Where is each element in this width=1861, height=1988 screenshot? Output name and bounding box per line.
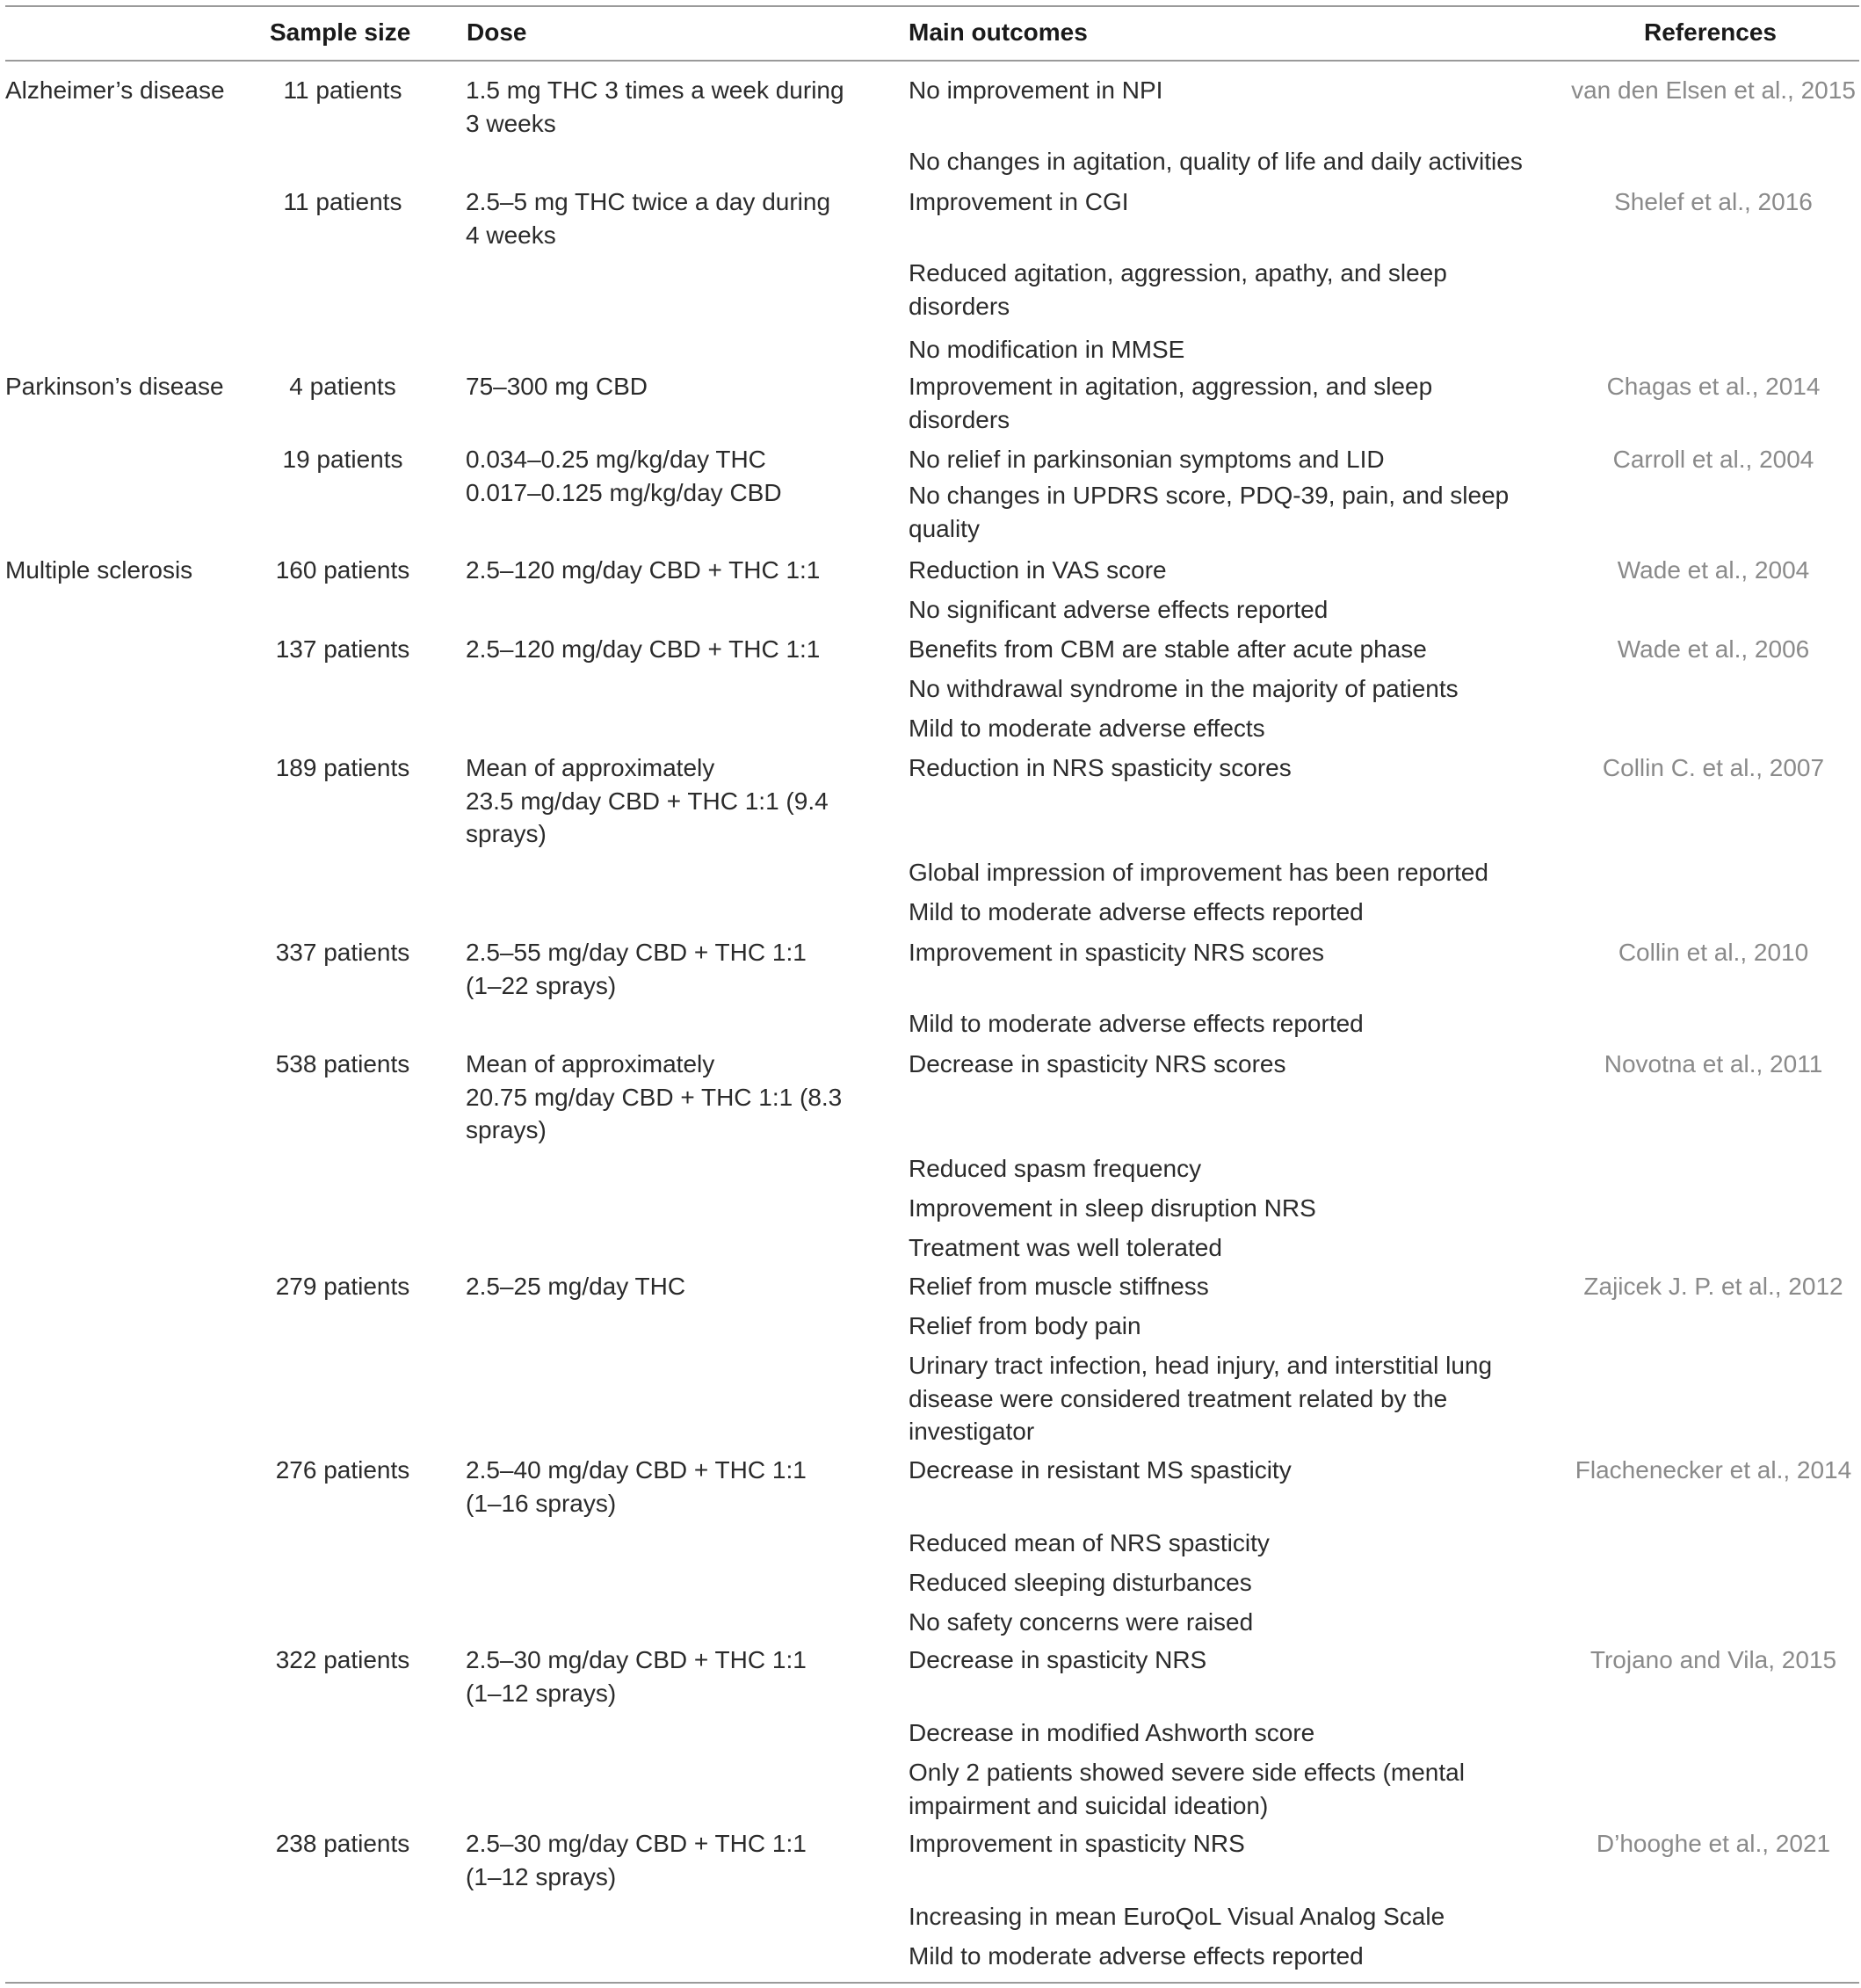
outcome-item xyxy=(909,185,1129,219)
outcome-item-line: No modification in MMSE xyxy=(909,336,1185,363)
outcome-item-line: Reduction in NRS spasticity scores xyxy=(909,754,1292,781)
dose-cell xyxy=(466,370,648,403)
dose-cell-line: 2.5–25 mg/day THC xyxy=(466,1273,686,1300)
dose-cell-line: sprays) xyxy=(466,820,547,847)
outcome-item-line: Mild to moderate adverse effects reported xyxy=(909,898,1364,925)
dose-cell-line: (1–12 sprays) xyxy=(466,1679,617,1707)
outcome-item-line: Reduced mean of NRS spasticity xyxy=(909,1529,1270,1556)
outcome-item xyxy=(909,1152,1201,1186)
outcome-item xyxy=(909,1940,1364,1973)
dose-cell-line: 1.5 mg THC 3 times a week during xyxy=(466,76,844,104)
outcome-item xyxy=(909,1048,1285,1081)
outcome-item xyxy=(909,1192,1316,1225)
dose-cell-line: (1–16 sprays) xyxy=(466,1489,617,1517)
outcome-item-line: Benefits from CBM are stable after acute phase xyxy=(909,635,1427,663)
outcome-item-line: Increasing in mean EuroQoL Visual Analog Scale xyxy=(909,1903,1445,1930)
sample-size-cell: 160 patients xyxy=(275,556,410,584)
dose-cell-line: 23.5 mg/day CBD + THC 1:1 (9.4 xyxy=(466,787,829,815)
sample-size-cell: 19 patients xyxy=(282,446,403,473)
outcome-item xyxy=(909,1527,1270,1560)
outcome-item-line: No relief in parkinsonian symptoms and LID xyxy=(909,446,1385,473)
outcome-item-line: Decrease in spasticity NRS xyxy=(909,1646,1207,1673)
reference-cell: Wade et al., 2004 xyxy=(1617,556,1810,584)
outcome-item xyxy=(909,1349,1492,1448)
outcome-item xyxy=(909,333,1184,366)
dose-cell-line: 4 weeks xyxy=(466,221,556,249)
outcome-item-line: Improvement in sleep disruption NRS xyxy=(909,1194,1316,1222)
outcome-item xyxy=(909,1756,1465,1822)
outcome-item-line: No changes in agitation, quality of life and daily activities xyxy=(909,148,1523,175)
header-dose: Dose xyxy=(467,18,527,46)
outcome-item xyxy=(909,1716,1314,1750)
reference-cell: Carroll et al., 2004 xyxy=(1612,446,1814,473)
sample-size-cell: 11 patients xyxy=(283,76,402,104)
dose-cell-line: 2.5–55 mg/day CBD + THC 1:1 xyxy=(466,939,807,966)
dose-cell-line: sprays) xyxy=(466,1116,547,1143)
reference-cell: Trojano and Vila, 2015 xyxy=(1589,1646,1837,1673)
outcome-item-line: Mild to moderate adverse effects reported xyxy=(909,1010,1364,1037)
outcome-item xyxy=(909,633,1427,666)
outcome-item xyxy=(909,443,1385,476)
outcome-item xyxy=(909,1231,1222,1265)
dose-cell-line: 75–300 mg CBD xyxy=(466,373,648,400)
outcome-item-line: Reduced spasm frequency xyxy=(909,1155,1202,1182)
outcome-item xyxy=(909,1566,1252,1600)
sample-size-cell: 322 patients xyxy=(275,1646,410,1673)
outcome-item-line: Improvement in spasticity NRS xyxy=(909,1830,1245,1857)
dose-cell-line: (1–12 sprays) xyxy=(466,1862,617,1890)
sample-size-cell: 4 patients xyxy=(289,373,396,400)
outcome-item xyxy=(909,257,1447,323)
outcome-item-line: Improvement in spasticity NRS scores xyxy=(909,939,1325,966)
dose-cell-line: 2.5–120 mg/day CBD + THC 1:1 xyxy=(466,635,821,663)
outcome-item-line: No improvement in NPI xyxy=(909,76,1163,104)
dose-cell xyxy=(466,1827,807,1893)
reference-cell: Chagas et al., 2014 xyxy=(1606,373,1821,400)
header-main-outcomes: Main outcomes xyxy=(909,18,1088,46)
reference-cell: D’hooghe et al., 2021 xyxy=(1596,1830,1831,1857)
dose-cell xyxy=(466,633,820,666)
sample-size-cell: 189 patients xyxy=(275,754,410,781)
outcome-item-line: Improvement in agitation, aggression, and sleep xyxy=(909,373,1433,400)
outcome-item xyxy=(909,1454,1292,1487)
reference-cell: Wade et al., 2006 xyxy=(1617,635,1810,663)
dose-cell-line: 0.034–0.25 mg/kg/day THC xyxy=(466,446,766,473)
outcome-item-line: Decrease in spasticity NRS scores xyxy=(909,1050,1286,1077)
outcome-item xyxy=(909,712,1265,745)
dose-cell xyxy=(466,443,782,509)
sample-size-cell: 238 patients xyxy=(275,1830,410,1857)
outcome-item xyxy=(909,74,1162,107)
outcome-item-line: Decrease in resistant MS spasticity xyxy=(909,1456,1292,1484)
dose-cell-line: 0.017–0.125 mg/kg/day CBD xyxy=(466,478,782,506)
outcome-item-line: Reduced agitation, aggression, apathy, and sleep xyxy=(909,259,1447,287)
disease-label: Alzheimer’s disease xyxy=(5,76,225,104)
sample-size-cell: 11 patients xyxy=(283,188,402,215)
outcome-item-line: disorders xyxy=(909,292,1010,320)
outcome-item-line: No significant adverse effects reported xyxy=(909,596,1329,623)
dose-cell-line: Mean of approximately xyxy=(466,754,715,781)
outcome-item-line: investigator xyxy=(909,1418,1035,1445)
outcome-item-line: disorders xyxy=(909,405,1010,433)
outcome-item xyxy=(909,370,1432,436)
reference-cell: Zajicek J. P. et al., 2012 xyxy=(1583,1273,1843,1300)
outcome-item-line: impairment and suicidal ideation) xyxy=(909,1791,1269,1819)
dose-cell-line: (1–22 sprays) xyxy=(466,971,617,999)
outcome-item-line: Mild to moderate adverse effects reported xyxy=(909,1942,1364,1970)
outcome-item-line: Reduction in VAS score xyxy=(909,556,1167,584)
reference-cell: Collin C. et al., 2007 xyxy=(1602,754,1825,781)
reference-cell: Novotna et al., 2011 xyxy=(1604,1050,1823,1077)
outcome-item-line: No withdrawal syndrome in the majority of patients xyxy=(909,675,1459,702)
disease-label: Parkinson’s disease xyxy=(5,373,224,400)
outcome-item xyxy=(909,1900,1445,1934)
outcome-item-line: Urinary tract infection, head injury, and interstitial lung xyxy=(909,1352,1493,1379)
outcome-item xyxy=(909,1310,1141,1343)
dose-cell-line: 20.75 mg/day CBD + THC 1:1 (8.3 xyxy=(466,1083,843,1111)
outcome-item xyxy=(909,1606,1253,1639)
outcome-item xyxy=(909,856,1488,889)
dose-cell-line: 3 weeks xyxy=(466,109,556,137)
outcome-item xyxy=(909,1270,1209,1303)
dose-cell-line: 2.5–30 mg/day CBD + THC 1:1 xyxy=(466,1830,807,1857)
reference-cell: Flachenecker et al., 2014 xyxy=(1575,1456,1852,1484)
outcome-item xyxy=(909,672,1459,706)
outcome-item-line: Treatment was well tolerated xyxy=(909,1234,1222,1261)
outcome-item xyxy=(909,1007,1364,1041)
outcome-item xyxy=(909,593,1328,627)
table-bottom-rule xyxy=(5,1982,1859,1984)
reference-cell: Shelef et al., 2016 xyxy=(1614,188,1813,215)
table-top-rule xyxy=(5,5,1859,7)
dose-cell-line: 2.5–5 mg THC twice a day during xyxy=(466,188,831,215)
sample-size-cell: 279 patients xyxy=(275,1273,410,1300)
dose-cell xyxy=(466,751,829,851)
outcome-item-line: disease were considered treatment related by the xyxy=(909,1384,1448,1412)
table-header-rule xyxy=(5,60,1859,62)
outcome-item-line: Relief from body pain xyxy=(909,1312,1141,1339)
dose-cell xyxy=(466,554,820,587)
outcome-item-line: Only 2 patients showed severe side effects (mental xyxy=(909,1759,1465,1786)
outcome-item xyxy=(909,936,1324,969)
dose-cell xyxy=(466,185,830,251)
sample-size-cell: 137 patients xyxy=(275,635,410,663)
outcome-item-line: Decrease in modified Ashworth score xyxy=(909,1719,1315,1746)
dose-cell xyxy=(466,1454,807,1520)
disease-label: Multiple sclerosis xyxy=(5,556,193,584)
outcome-item xyxy=(909,896,1364,929)
outcome-item xyxy=(909,479,1509,545)
outcome-item-line: No safety concerns were raised xyxy=(909,1608,1254,1636)
dose-cell xyxy=(466,1048,842,1147)
outcome-item-line: Reduced sleeping disturbances xyxy=(909,1569,1252,1596)
outcome-item xyxy=(909,1827,1245,1861)
sample-size-cell: 276 patients xyxy=(275,1456,410,1484)
reference-cell: van den Elsen et al., 2015 xyxy=(1571,76,1856,104)
reference-cell: Collin et al., 2010 xyxy=(1618,939,1809,966)
sample-size-cell: 538 patients xyxy=(275,1050,410,1077)
sample-size-cell: 337 patients xyxy=(275,939,410,966)
outcome-item-line: No changes in UPDRS score, PDQ-39, pain, and sleep xyxy=(909,482,1510,509)
dose-cell-line: Mean of approximately xyxy=(466,1050,715,1077)
dose-cell-line: 2.5–40 mg/day CBD + THC 1:1 xyxy=(466,1456,807,1484)
outcome-item xyxy=(909,751,1292,785)
outcome-item-line: Mild to moderate adverse effects xyxy=(909,715,1265,742)
outcome-item xyxy=(909,145,1523,178)
outcome-item-line: Improvement in CGI xyxy=(909,188,1129,215)
dose-cell xyxy=(466,936,807,1002)
header-references: References xyxy=(1644,18,1777,46)
outcome-item xyxy=(909,1643,1206,1677)
outcome-item xyxy=(909,554,1167,587)
outcome-item-line: Relief from muscle stiffness xyxy=(909,1273,1209,1300)
dose-cell-line: 2.5–30 mg/day CBD + THC 1:1 xyxy=(466,1646,807,1673)
dose-cell-line: 2.5–120 mg/day CBD + THC 1:1 xyxy=(466,556,821,584)
dose-cell xyxy=(466,1270,685,1303)
dose-cell xyxy=(466,1643,807,1709)
header-sample-size: Sample size xyxy=(270,18,411,46)
dose-cell xyxy=(466,74,844,140)
outcome-item-line: quality xyxy=(909,514,980,542)
outcome-item-line: Global impression of improvement has been reported xyxy=(909,859,1488,886)
